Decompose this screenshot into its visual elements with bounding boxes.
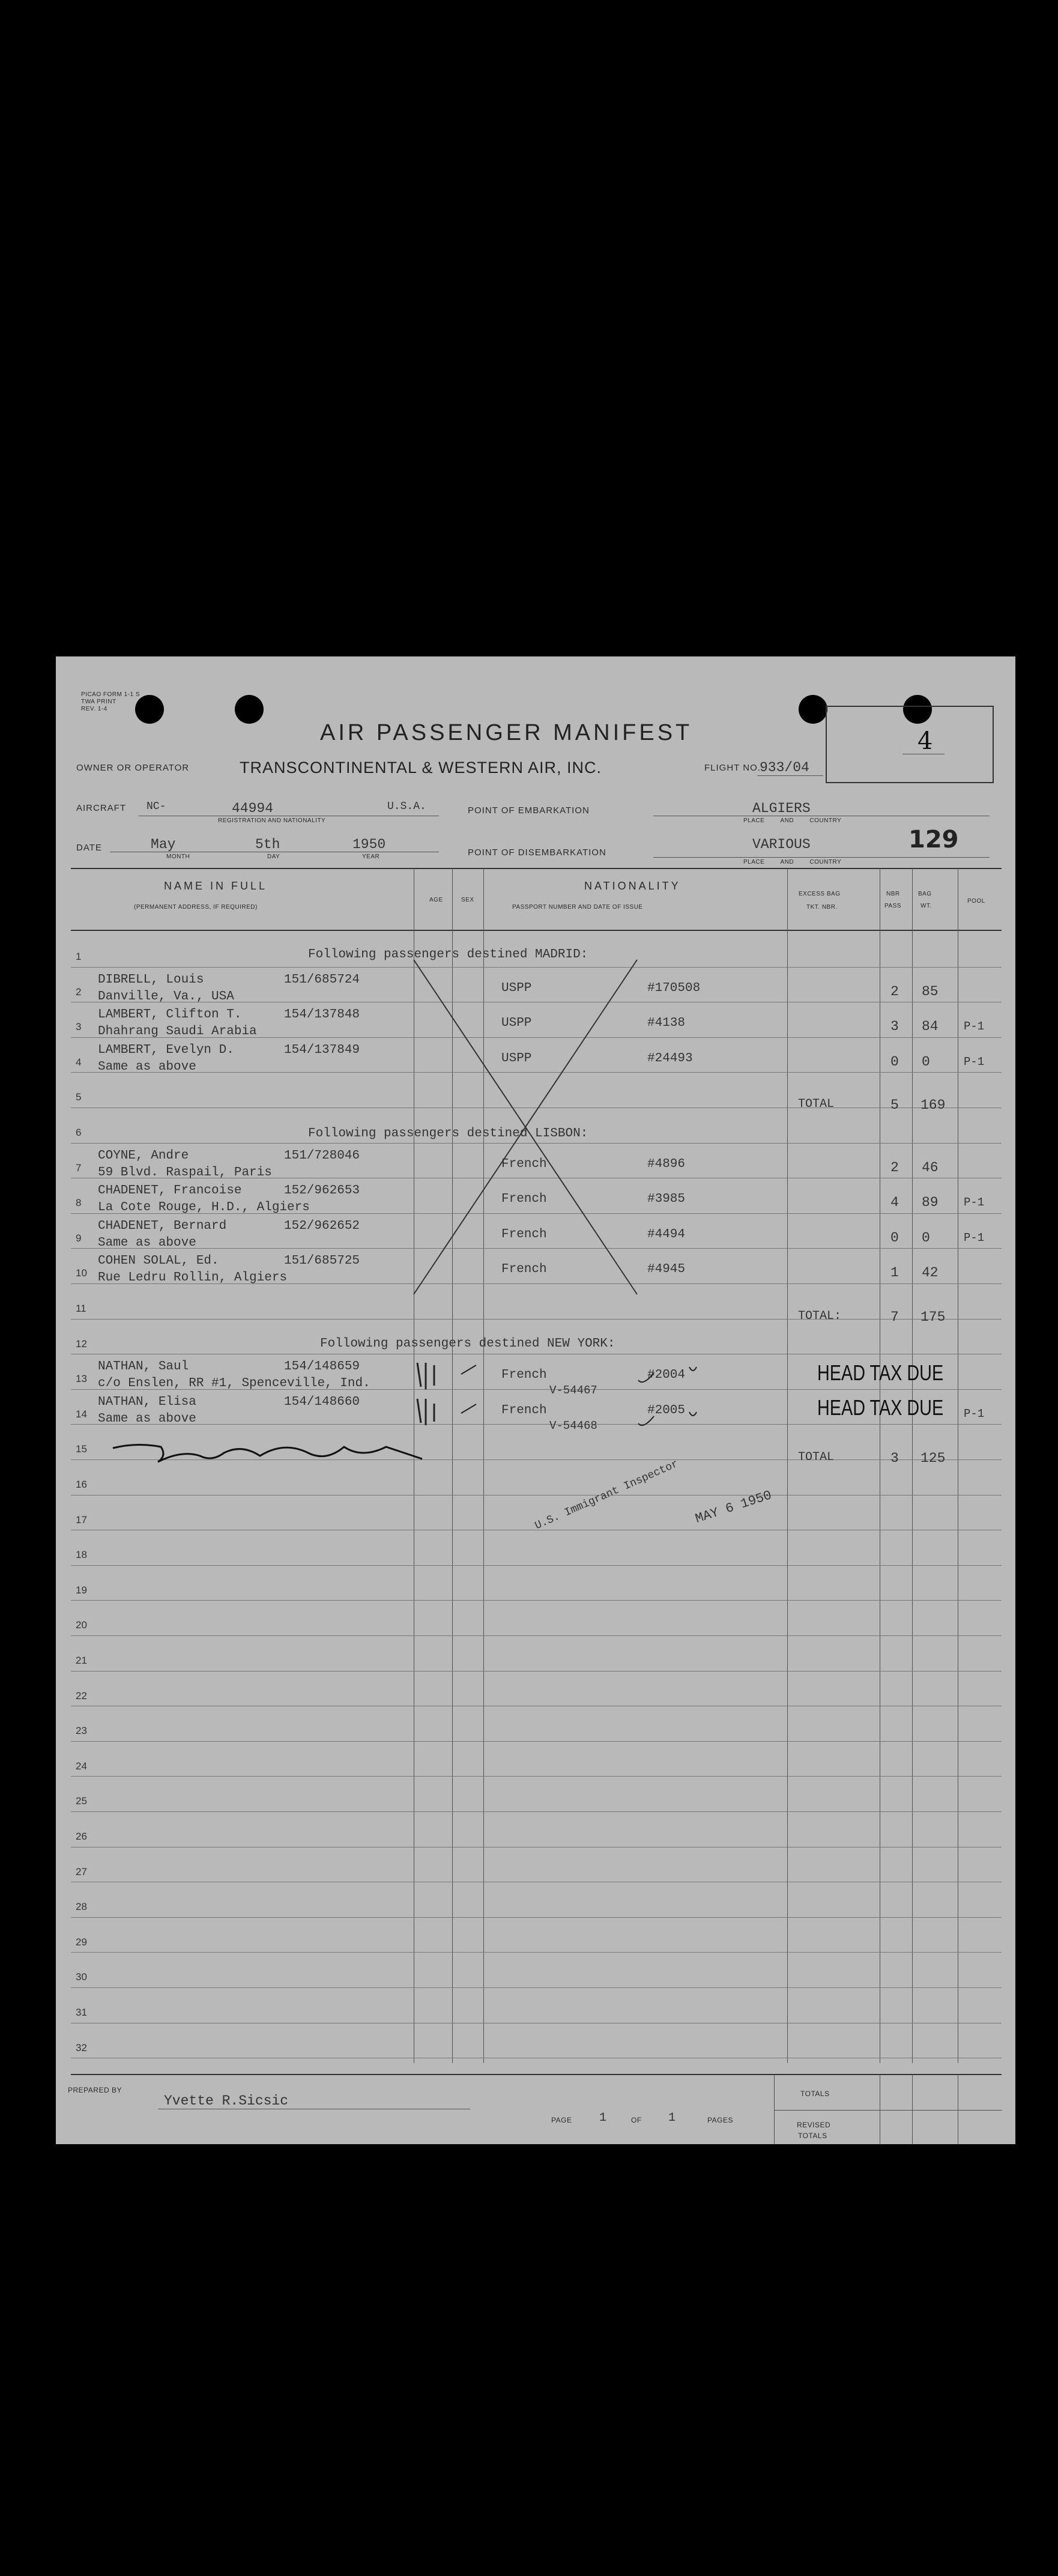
passenger-nationality: French — [501, 1403, 547, 1417]
row-number: 30 — [76, 1971, 87, 1983]
row-number: 27 — [76, 1865, 87, 1877]
passenger-address: c/o Enslen, RR #1, Spenceville, Ind. — [98, 1377, 370, 1391]
row-number: 10 — [76, 1267, 87, 1279]
row-number: 29 — [76, 1936, 87, 1948]
row-number: 32 — [76, 2041, 87, 2053]
row-line — [71, 1600, 1002, 1601]
row-number: 19 — [76, 1584, 87, 1596]
form-number: PICAO FORM 1-1 S — [81, 691, 141, 698]
row-number: 16 — [76, 1479, 87, 1490]
row-number: 5 — [76, 1091, 82, 1103]
aircraft-label: AIRCRAFT — [76, 803, 126, 813]
place-caption-1: PLACE AND COUNTRY — [743, 817, 842, 824]
passenger-nationality: USPP — [501, 1051, 532, 1065]
row-number: 17 — [76, 1514, 87, 1526]
date-caption-year: YEAR — [362, 853, 380, 860]
passenger-name: LAMBERT, Evelyn D. — [98, 1043, 234, 1057]
row-line — [71, 1811, 1002, 1812]
passenger-address: Same as above — [98, 1235, 196, 1250]
row-line — [71, 1741, 1002, 1742]
passenger-pool: P-1 — [964, 1020, 985, 1034]
embarkation-label: POINT OF EMBARKATION — [468, 805, 590, 816]
passenger-ticket: 154/137848 — [284, 1008, 360, 1022]
total-label-madrid: TOTAL — [798, 1097, 835, 1111]
col-wt-header: WT. — [920, 903, 932, 909]
passenger-bag-weight: 0 — [922, 1229, 930, 1246]
row-number: 13 — [76, 1373, 87, 1385]
passenger-passport: #4138 — [647, 1016, 686, 1031]
row-number: 14 — [76, 1408, 87, 1420]
section-newyork: Following passengers destined NEW YORK: — [320, 1337, 615, 1351]
passenger-pass-count: 2 — [890, 983, 899, 999]
manifest-paper — [56, 656, 1015, 2144]
owner-value: TRANSCONTINENTAL & WESTERN AIR, INC. — [240, 759, 602, 777]
row-line — [71, 1952, 1002, 1953]
page-number: 1 — [599, 2111, 607, 2125]
of-number: 1 — [668, 2111, 676, 2125]
section-lisbon: Following passengers destined LISBON: — [308, 1127, 588, 1141]
row-line — [71, 1776, 1002, 1777]
row-number: 6 — [76, 1127, 82, 1138]
row-number: 4 — [76, 1056, 82, 1068]
passenger-visa: V-54467 — [549, 1384, 597, 1398]
col-sex-header: SEX — [461, 897, 474, 903]
row-number: 2 — [76, 986, 82, 998]
total-pass-newyork: 3 — [890, 1450, 899, 1466]
passenger-bag-weight: 85 — [922, 983, 939, 999]
passenger-visa: V-54468 — [549, 1419, 597, 1432]
revised-sublabel: TOTALS — [798, 2132, 827, 2140]
total-pass-madrid: 5 — [890, 1097, 899, 1113]
passenger-pass-count: 2 — [890, 1159, 899, 1175]
passenger-name: COHEN SOLAL, Ed. — [98, 1254, 219, 1268]
row-line — [71, 1635, 1002, 1636]
passenger-pass-count: 3 — [890, 1019, 899, 1035]
passenger-address: 59 Blvd. Raspail, Paris — [98, 1165, 272, 1180]
passenger-pool: P-1 — [964, 1231, 985, 1244]
passenger-nationality: French — [501, 1157, 547, 1171]
col-excess-subheader: TKT. NBR. — [806, 904, 838, 911]
col-pool-header: POOL — [967, 898, 985, 905]
passenger-ticket: 152/962653 — [284, 1184, 360, 1198]
page-title: AIR PASSENGER MANIFEST — [320, 720, 693, 745]
col-nationality-subheader: PASSPORT NUMBER AND DATE OF ISSUE — [512, 904, 643, 911]
passenger-ticket: 151/728046 — [284, 1148, 360, 1163]
aircraft-value: 44994 — [232, 801, 274, 816]
passenger-pass-count: 0 — [890, 1053, 899, 1070]
passenger-nationality: French — [501, 1192, 547, 1207]
passenger-address: La Cote Rouge, H.D., Algiers — [98, 1201, 310, 1215]
passenger-ticket: 151/685724 — [284, 972, 360, 987]
passenger-name: CHADENET, Bernard — [98, 1219, 227, 1233]
head-tax-stamp-2: HEAD TAX DUE — [817, 1395, 944, 1420]
section-madrid: Following passengers destined MADRID: — [308, 948, 588, 962]
passenger-ticket: 154/148660 — [284, 1395, 360, 1409]
passenger-name: NATHAN, Elisa — [98, 1395, 196, 1409]
row-number: 8 — [76, 1197, 82, 1209]
col-age-header: AGE — [429, 897, 443, 903]
passenger-passport: #24493 — [647, 1051, 693, 1065]
passenger-bag-weight: 84 — [922, 1019, 939, 1035]
passenger-ticket: 154/137849 — [284, 1043, 360, 1057]
row-number: 12 — [76, 1338, 87, 1350]
row-number: 20 — [76, 1619, 87, 1631]
passenger-nationality: French — [501, 1262, 547, 1277]
col-pass-header: PASS — [884, 903, 901, 909]
passenger-ticket: 151/685725 — [284, 1254, 360, 1268]
col-nationality-header: NATIONALITY — [584, 880, 681, 892]
date-year: 1950 — [352, 837, 386, 852]
row-line — [71, 1917, 1002, 1918]
passenger-bag-weight: 89 — [922, 1195, 939, 1211]
registration-caption: REGISTRATION AND NATIONALITY — [218, 817, 326, 824]
passenger-nationality: French — [501, 1227, 547, 1241]
passenger-address: Danville, Va., USA — [98, 989, 234, 1004]
passenger-address: Same as above — [98, 1411, 196, 1426]
passenger-bag-weight: 42 — [922, 1265, 939, 1281]
disembarkation-label: POINT OF DISEMBARKATION — [468, 847, 606, 858]
page-box-number: 4 — [917, 727, 933, 755]
row-number: 21 — [76, 1655, 87, 1666]
aircraft-country: U.S.A. — [387, 801, 426, 813]
passenger-passport: #4945 — [647, 1262, 686, 1277]
row-number: 28 — [76, 1901, 87, 1913]
col-nbr-header: NBR — [886, 891, 900, 897]
passenger-pass-count: 4 — [890, 1195, 899, 1211]
date-stamp: MAY 6 1950 — [694, 1488, 774, 1527]
row-number: 25 — [76, 1795, 87, 1807]
passenger-bag-weight: 0 — [922, 1053, 930, 1070]
date-caption-day: DAY — [267, 853, 280, 860]
passenger-name: COYNE, Andre — [98, 1148, 189, 1163]
pages-label: PAGES — [707, 2116, 733, 2124]
row-number: 7 — [76, 1162, 82, 1174]
totals-label: TOTALS — [800, 2090, 830, 2098]
total-label-newyork: TOTAL — [798, 1450, 835, 1464]
row-number: 24 — [76, 1760, 87, 1772]
passenger-pool: P-1 — [964, 1407, 985, 1420]
passenger-nationality: USPP — [501, 1016, 532, 1031]
passenger-pass-count: 1 — [890, 1265, 899, 1281]
passenger-name: NATHAN, Saul — [98, 1360, 189, 1374]
row-number: 26 — [76, 1831, 87, 1842]
row-number: 31 — [76, 2007, 87, 2018]
flight-label: FLIGHT NO. — [704, 763, 761, 773]
row-number: 18 — [76, 1549, 87, 1561]
aircraft-prefix: NC- — [147, 801, 166, 813]
passenger-pass-count: 0 — [890, 1229, 899, 1246]
place-caption-2: PLACE AND COUNTRY — [743, 859, 842, 865]
embarkation-value: ALGIERS — [752, 801, 811, 816]
row-number: 23 — [76, 1725, 87, 1737]
number-129: 129 — [908, 826, 959, 853]
passenger-pool: P-1 — [964, 1055, 985, 1068]
disembarkation-value: VARIOUS — [752, 837, 811, 852]
row-line — [71, 1565, 1002, 1566]
row-number: 22 — [76, 1690, 87, 1702]
col-name-header: NAME IN FULL — [164, 880, 268, 892]
page-label: PAGE — [551, 2116, 572, 2124]
footer-top-border — [71, 2074, 1002, 2075]
col-name-subheader: (PERMANENT ADDRESS, IF REQUIRED) — [134, 904, 258, 911]
form-rev: REV. 1-4 — [81, 706, 107, 712]
passenger-passport: #3985 — [647, 1192, 686, 1207]
of-label: OF — [631, 2116, 642, 2124]
col-excess-header: EXCESS BAG — [799, 891, 841, 897]
date-label: DATE — [76, 843, 102, 853]
passenger-passport: #2004 — [647, 1368, 686, 1383]
revised-label: REVISED — [797, 2121, 831, 2129]
row-line — [71, 1987, 1002, 1988]
passenger-nationality: French — [501, 1368, 547, 1383]
passenger-name: DIBRELL, Louis — [98, 972, 204, 987]
date-caption-month: MONTH — [166, 853, 190, 860]
prepared-by-value: Yvette R.Sicsic — [164, 2093, 289, 2109]
immigrant-inspector-stamp: U.S. Immigrant Inspector — [533, 1458, 680, 1533]
total-label-lisbon: TOTAL: — [798, 1309, 842, 1323]
prepared-by-label: PREPARED BY — [68, 2086, 122, 2094]
total-wt-newyork: 125 — [920, 1450, 946, 1466]
row-number: 15 — [76, 1443, 87, 1455]
row-number: 1 — [76, 951, 82, 962]
form-print: TWA PRINT — [81, 699, 116, 705]
passenger-address: Rue Ledru Rollin, Algiers — [98, 1271, 288, 1285]
passenger-address: Same as above — [98, 1059, 196, 1074]
total-wt-lisbon: 175 — [920, 1309, 946, 1325]
passenger-passport: #4494 — [647, 1227, 686, 1241]
passenger-bag-weight: 46 — [922, 1159, 939, 1175]
passenger-name: CHADENET, Francoise — [98, 1184, 242, 1198]
row-number: 11 — [76, 1303, 86, 1314]
date-day: 5th — [255, 837, 280, 852]
col-bag-header: BAG — [918, 891, 932, 897]
passenger-ticket: 152/962652 — [284, 1219, 360, 1233]
passenger-passport: #4896 — [647, 1157, 686, 1171]
total-pass-lisbon: 7 — [890, 1309, 899, 1325]
total-wt-madrid: 169 — [920, 1097, 946, 1113]
passenger-passport: #2005 — [647, 1403, 686, 1417]
passenger-ticket: 154/148659 — [284, 1360, 360, 1374]
passenger-name: LAMBERT, Clifton T. — [98, 1008, 242, 1022]
passenger-pool: P-1 — [964, 1196, 985, 1210]
passenger-passport: #170508 — [647, 981, 701, 995]
row-number: 9 — [76, 1232, 82, 1244]
owner-label: OWNER OR OPERATOR — [76, 763, 190, 773]
passenger-address: Dhahrang Saudi Arabia — [98, 1025, 257, 1039]
row-number: 3 — [76, 1021, 82, 1033]
flight-value: 933/04 — [760, 760, 809, 775]
date-month: May — [151, 837, 176, 852]
head-tax-stamp-1: HEAD TAX DUE — [817, 1360, 944, 1385]
passenger-nationality: USPP — [501, 981, 532, 995]
